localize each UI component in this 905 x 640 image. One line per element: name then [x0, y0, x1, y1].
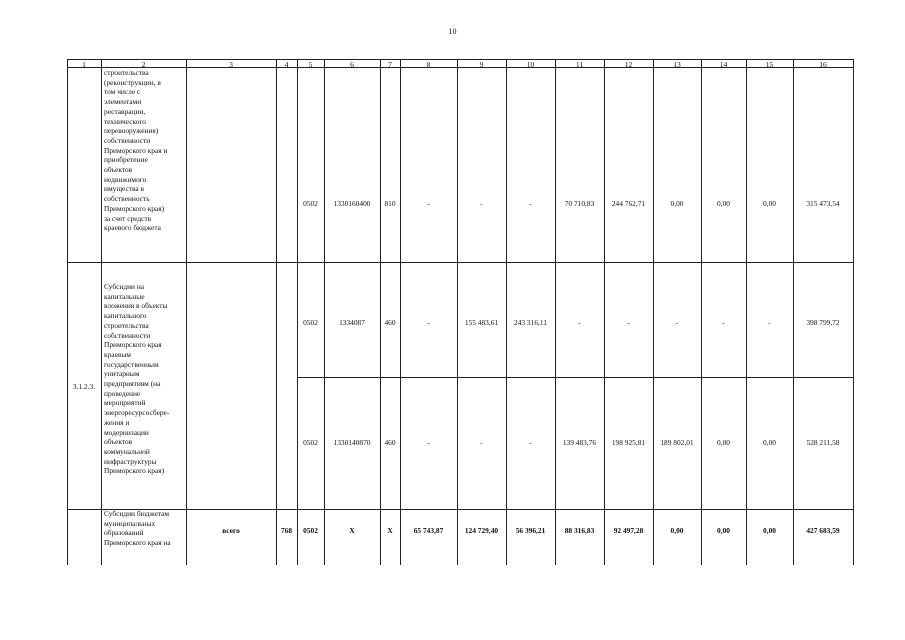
last-row-value-12: 92 497,28: [613, 526, 644, 535]
header-col-11: 11: [575, 60, 584, 69]
last-row-description: Субсидии бюджетам муниципальных образований Приморского края на: [104, 509, 171, 548]
sub2-value-9: -: [480, 438, 483, 447]
row1-value-15: 0,00: [763, 199, 776, 208]
last-row-expense-type: X: [387, 526, 393, 535]
sub2-value-15: 0,00: [763, 438, 776, 447]
sub2-value-8: -: [427, 438, 430, 447]
col-border: [701, 59, 702, 565]
sub2-value-10: -: [529, 438, 532, 447]
col-border: [324, 59, 325, 565]
header-col-13: 13: [673, 60, 681, 69]
sub1-value-9: 155 483,61: [464, 318, 499, 327]
row1-value-12: 244 762,71: [611, 199, 646, 208]
col-border: [186, 59, 187, 565]
row1-value-8: -: [427, 199, 430, 208]
row1-value-11: 70 710,83: [564, 199, 595, 208]
row1-target-code: 1330160400: [333, 199, 371, 208]
col-border: [457, 59, 458, 565]
header-col-7: 7: [388, 60, 392, 69]
col-border: [746, 59, 747, 565]
sub2-value-16: 528 211,58: [806, 438, 840, 447]
sub1-value-13: -: [675, 318, 679, 327]
sub1-value-8: -: [427, 318, 430, 327]
header-col-10: 10: [526, 60, 535, 69]
row-number: 3.1.2.3.: [72, 382, 96, 391]
col-border: [506, 59, 507, 565]
row1-expense-type: 810: [384, 199, 396, 208]
sub2-value-12: 198 925,81: [611, 438, 646, 447]
col-border: [67, 59, 68, 565]
row1-section-code: 0502: [303, 199, 318, 208]
last-row-value-13: 0,00: [670, 526, 684, 535]
col-border: [793, 59, 794, 565]
sub1-expense-type: 460: [384, 318, 396, 327]
col-border: [297, 59, 298, 565]
header-col-12: 12: [624, 60, 633, 69]
last-row-value-10: 56 396,21: [515, 526, 546, 535]
col-border: [555, 59, 556, 565]
header-col-1: 1: [82, 60, 86, 69]
last-row-value-16: 427 683,59: [806, 526, 840, 535]
header-col-15: 15: [765, 60, 774, 69]
sub2-value-11: 139 483,76: [562, 438, 597, 447]
row-3123-description: Субсидии на капитальные вложения в объекты капитального строительства собственности Приморского края краевым государственным унитарным предприятиям (на проведение мероприятий энергоресурсосбере- жения и модернизации объектов коммунальной инфраструктуры Приморского края): [104, 282, 170, 476]
col-border: [101, 59, 102, 565]
col-border: [653, 59, 654, 565]
last-row-value-15: 0,00: [763, 526, 776, 535]
sub1-value-10: 243 316,11: [514, 318, 547, 327]
row1-description: строительства (реконструкции, в том числе с элементами реставрации, технического перевооружения) собственности Приморского края и приобретение объектов недвижимого имущества в собственность Приморского края) за счет средств краевого бюджета: [104, 68, 168, 233]
last-row-value-9: 124 729,40: [464, 526, 499, 535]
sub1-value-16: 398 799,72: [806, 318, 840, 327]
row1-value-13: 0,00: [670, 199, 684, 208]
header-col-2: 2: [141, 60, 146, 69]
header-col-16: 16: [819, 60, 827, 69]
header-col-6: 6: [350, 60, 354, 69]
header-col-14: 14: [719, 60, 728, 69]
header-col-8: 8: [426, 60, 431, 69]
sub2-value-13: 189 802,01: [660, 438, 694, 447]
last-row-value-4: 768: [280, 526, 293, 535]
header-col-4: 4: [284, 60, 289, 69]
row1-value-16: 315 473,54: [806, 199, 840, 208]
sub1-value-11: -: [578, 318, 581, 327]
sub1-value-12: -: [627, 318, 630, 327]
col-border: [604, 59, 605, 565]
page-number: 10: [448, 27, 457, 36]
sub2-target-code: 1330140870: [333, 438, 371, 447]
last-row-value-11: 88 316,83: [564, 526, 595, 535]
col-border: [400, 59, 401, 565]
row1-value-10: -: [529, 199, 532, 208]
col-border: [380, 59, 381, 565]
row1-value-14: 0,00: [717, 199, 730, 208]
sub1-section-code: 0502: [303, 318, 318, 327]
col-border: [276, 59, 277, 565]
last-row-value-14: 0,00: [717, 526, 730, 535]
header-col-9: 9: [479, 60, 484, 69]
row1-value-9: -: [480, 199, 483, 208]
sub1-target-code: 1334087: [339, 318, 365, 327]
sub2-value-14: 0,00: [717, 438, 730, 447]
header-col-5: 5: [308, 60, 313, 69]
last-row-value-8: 65 743,87: [413, 526, 444, 535]
last-row-target-code: X: [349, 526, 355, 535]
sub1-value-14: -: [722, 318, 725, 327]
last-row-total-label: всего: [222, 526, 240, 535]
last-row-section-code: 0502: [303, 526, 318, 535]
sub2-section-code: 0502: [303, 438, 318, 447]
header-col-3: 3: [229, 60, 233, 69]
sub1-value-15: -: [768, 318, 771, 327]
col-border: [853, 59, 854, 565]
sub2-expense-type: 460: [384, 438, 396, 447]
